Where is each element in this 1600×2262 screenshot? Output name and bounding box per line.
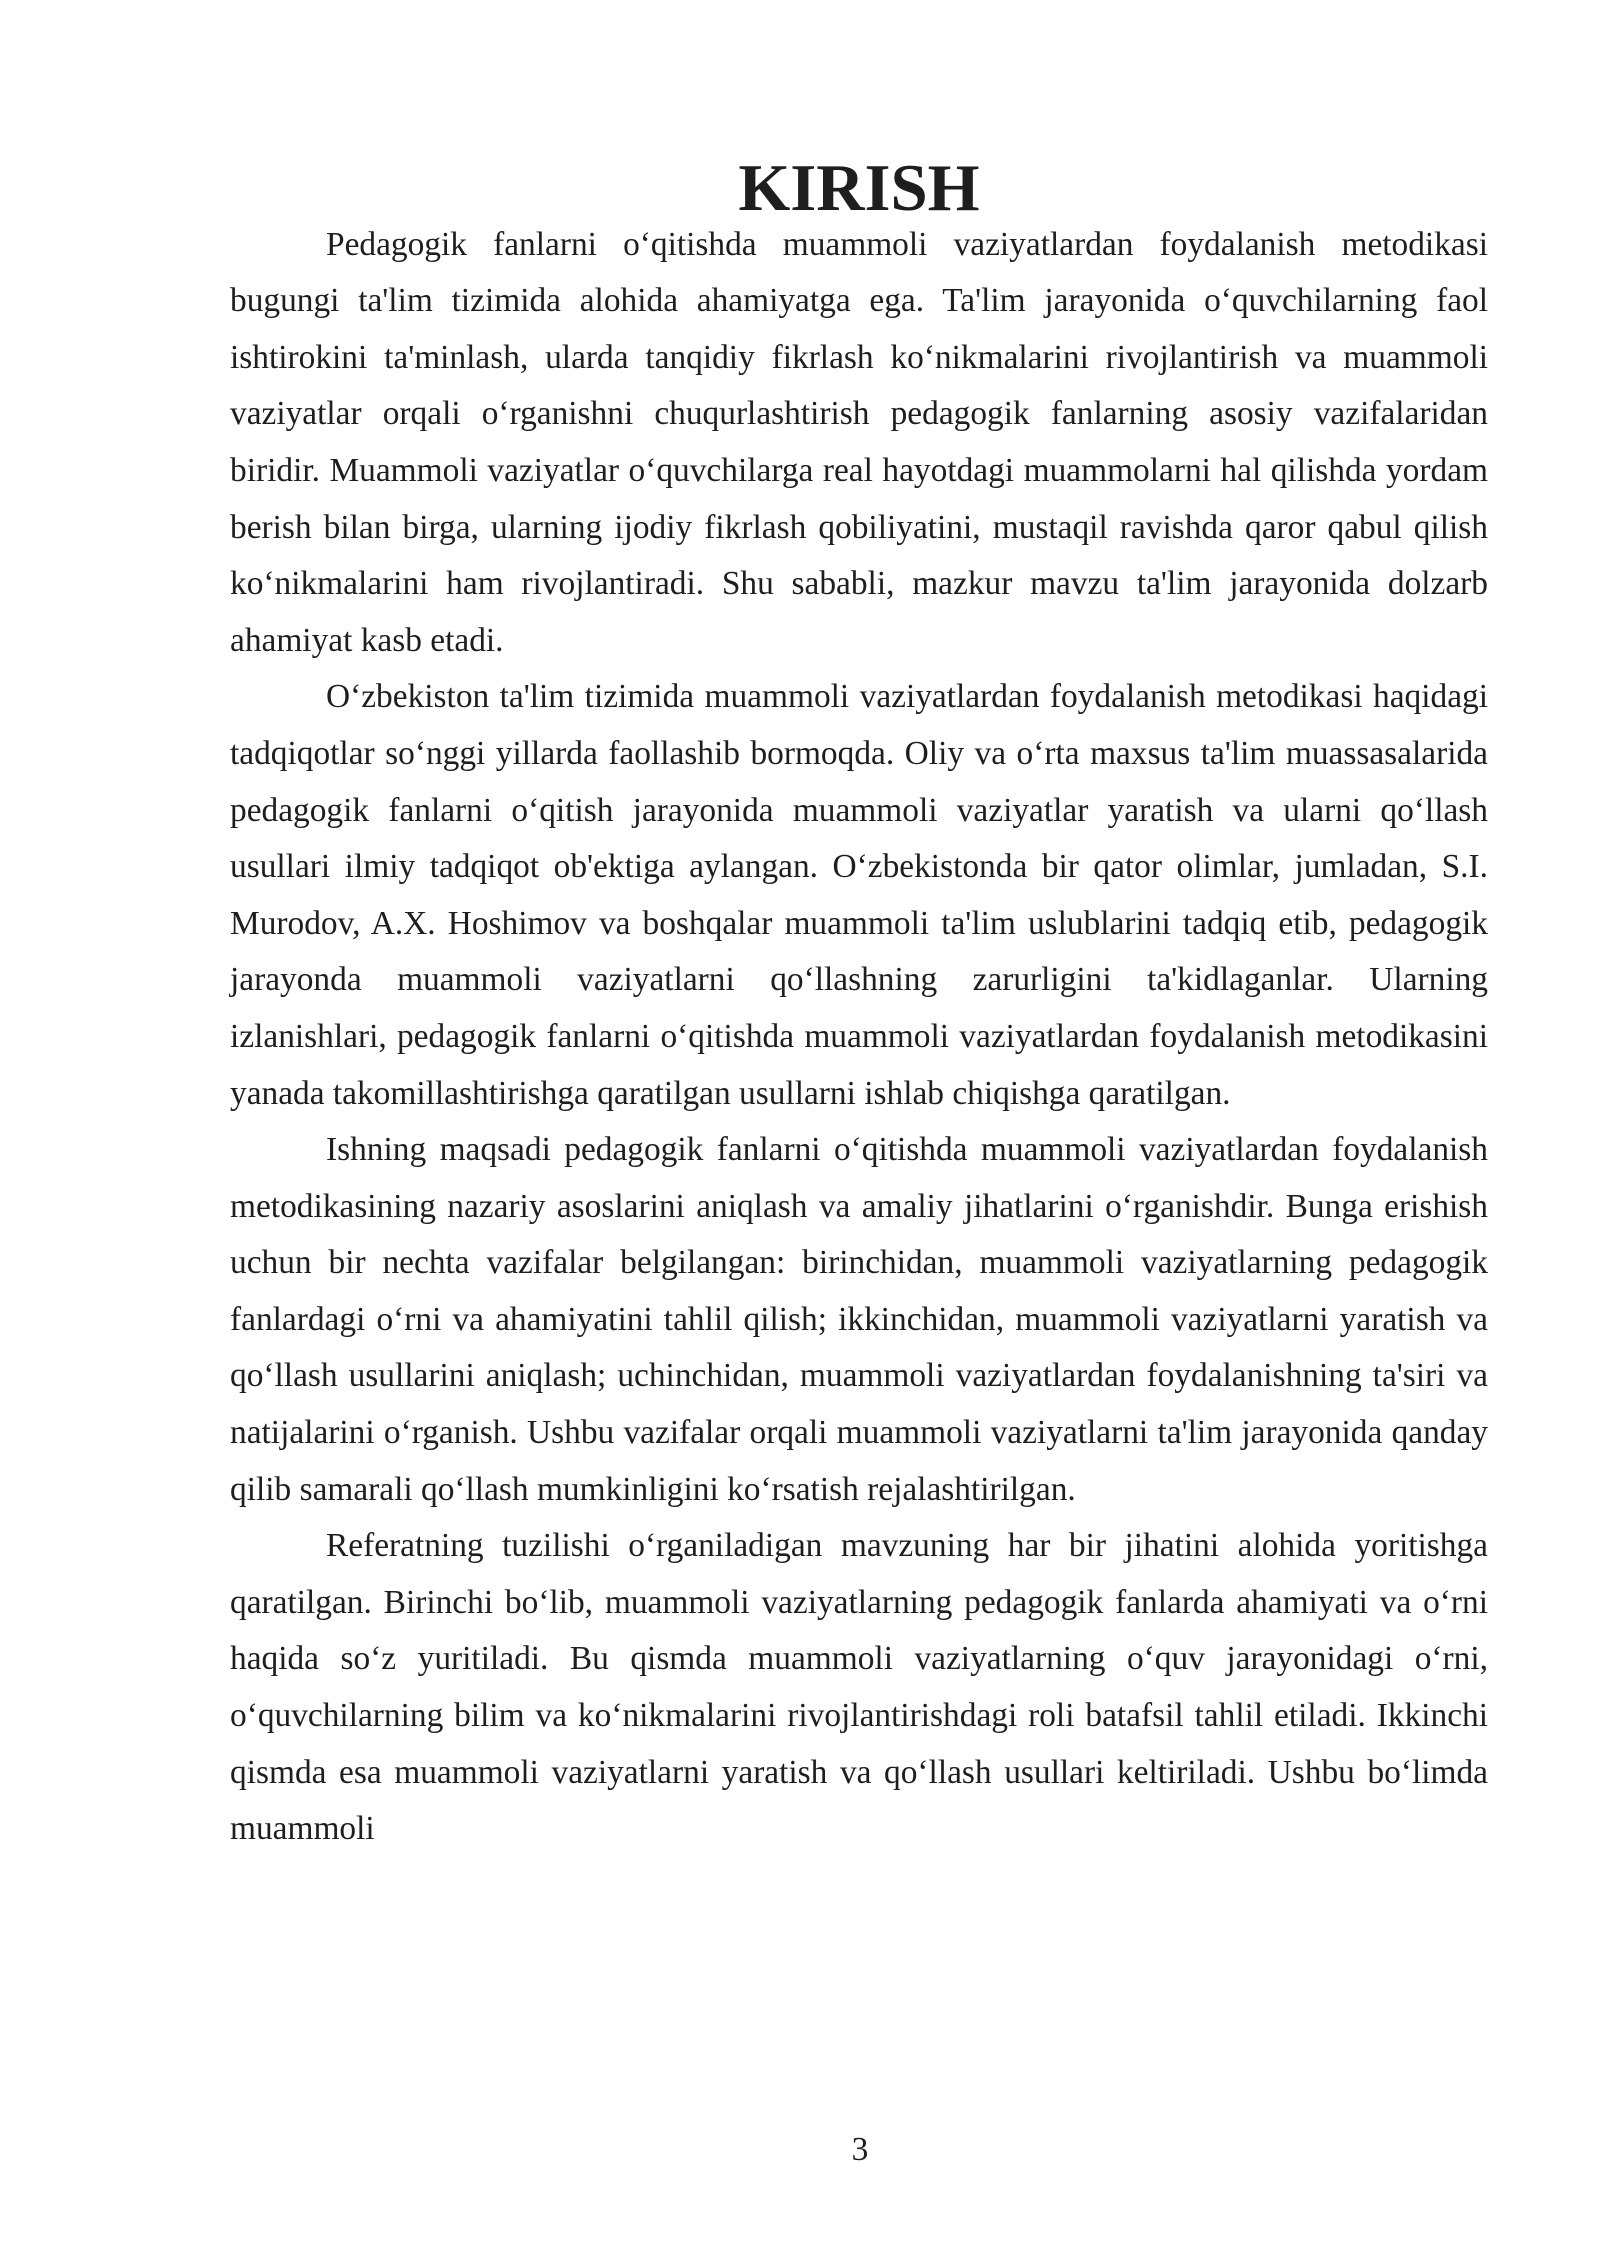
paragraph-research-overview: O‘zbekiston ta'lim tizimida muammoli vaziyatlardan foydalanish metodikasi haqidagi tadqiqotlar so‘nggi yillarda faollashib bormoqda. Oliy va o‘rta maxsus ta'lim muassasalarida pedagogik fanlarni o‘qitish jarayonida muammoli vaziyatlar yaratish va ularni qo‘llash usullari ilmiy tadqiqot ob'ektiga aylangan. O‘zbekistonda bir qator olimlar, jumladan, S.I. Murodov, A.X. Hoshimov va boshqalar muammoli ta'lim uslublarini tadqiq etib, pedagogik jarayonda muammoli vaziyatlarni qo‘llashning zarurligini ta'kidlaganlar. Ularning izlanishlari, pedagogik fanlarni o‘qitishda muammoli vaziyatlardan foydalanish metodikasini yanada takomillashtirishga qaratilgan usullarni ishlab chiqishga qaratilgan. [230,678,1488,1112]
page-content [230,151,1488,1858]
section-title: KIRISH [738,151,980,225]
paragraph-goals: Ishning maqsadi pedagogik fanlarni o‘qitishda muammoli vaziyatlardan foydalanish metodikasining nazariy asoslarini aniqlash va amaliy jihatlarini o‘rganishdir. Bunga erishish uchun bir nechta vazifalar belgilangan: birinchidan, muammoli vaziyatlarning pedagogik fanlardagi o‘rni va ahamiyatini tahlil qilish; ikkinchidan, muammoli vaziyatlarni yaratish va qo‘llash usullarini aniqlash; uchinchidan, muammoli vaziyatlardan foydalanishning ta'siri va natijalarini o‘rganish. Ushbu vazifalar orqali muammoli vaziyatlarni ta'lim jarayonida qanday qilib samarali qo‘llash mumkinligini ko‘rsatish rejalashtirilgan. [230,1131,1488,1508]
paragraph-structure: Referatning tuzilishi o‘rganiladigan mavzuning har bir jihatini alohida yoritishga qaratilgan. Birinchi bo‘lib, muammoli vaziyatlarning pedagogik fanlarda ahamiyati va o‘rni haqida so‘z yuritiladi. Bu qismda muammoli vaziyatlarning o‘quv jarayonidagi o‘rni, o‘quvchilarning bilim va ko‘nikmalarini rivojlantirishdagi roli batafsil tahlil etiladi. Ikkinchi qismda esa muammoli vaziyatlarni yaratish va qo‘llash usullari keltiriladi. Ushbu bo‘limda muammoli [230,1527,1488,1848]
paragraph-introduction: Pedagogik fanlarni o‘qitishda muammoli vaziyatlardan foydalanish metodikasi bugungi ta'lim tizimida alohida ahamiyatga ega. Ta'lim jarayonida o‘quvchilarning faol ishtirokini ta'minlash, ularda tanqidiy fikrlash ko‘nikmalarini rivojlantirish va muammoli vaziyatlar orqali o‘rganishni chuqurlashtirish pedagogik fanlarning asosiy vazifalaridan biridir. Muammoli vaziyatlar o‘quvchilarga real hayotdagi muammolarni hal qilishda yordam berish bilan birga, ularning ijodiy fikrlash qobiliyatini, mustaqil ravishda qaror qabul qilish ko‘nikmalarini ham rivojlantiradi. Shu sababli, mazkur mavzu ta'lim jarayonida dolzarb ahamiyat kasb etadi. [230,225,1488,659]
page-number: 3 [851,2131,869,2168]
